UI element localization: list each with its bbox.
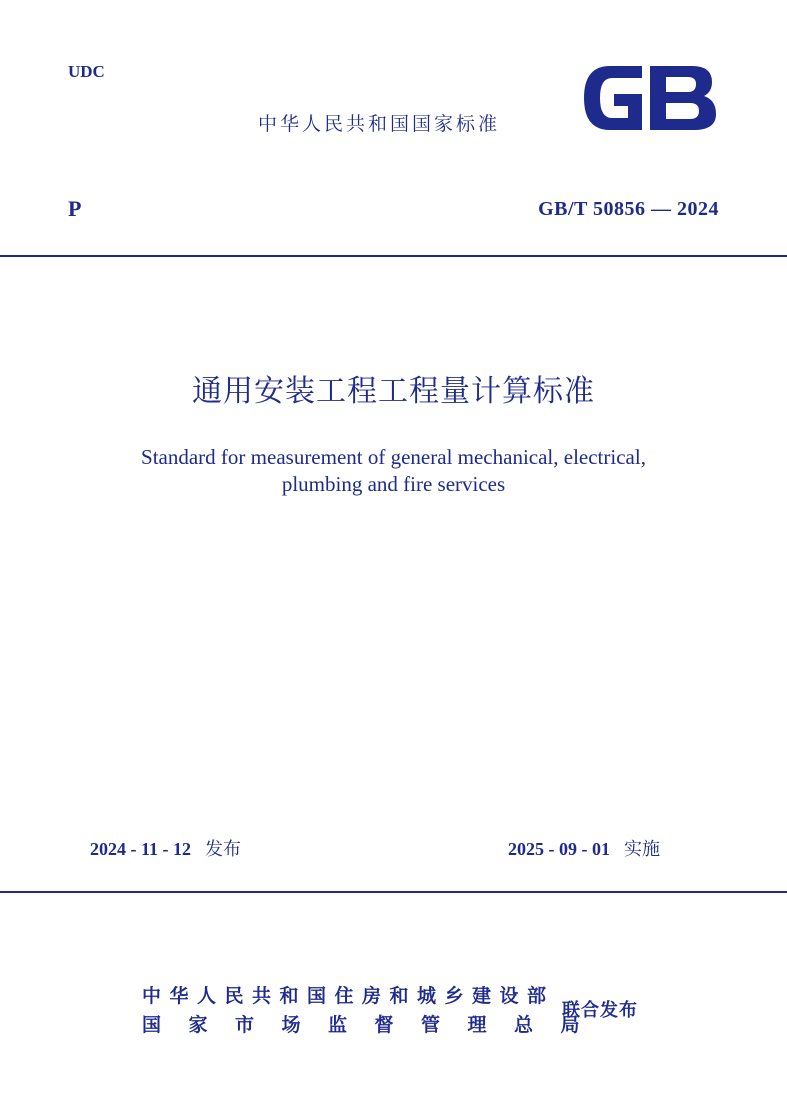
publisher-samr: 国家市场监督管理总局 bbox=[142, 1014, 608, 1036]
joint-release-label: 联合发布 bbox=[562, 1000, 638, 1021]
implementation-date-value: 2025 - 09 - 01 bbox=[508, 839, 610, 859]
implementation-date-suffix: 实施 bbox=[624, 839, 660, 860]
national-standard-heading: 中华人民共和国国家标准 bbox=[258, 113, 501, 135]
issue-date bbox=[90, 835, 241, 861]
gb-logo bbox=[580, 62, 720, 134]
title-english bbox=[0, 444, 787, 498]
classification-code: P bbox=[68, 196, 82, 221]
title-english-line2: plumbing and fire services bbox=[281, 472, 506, 496]
title-chinese: 通用安装工程工程量计算标准 bbox=[192, 374, 595, 409]
gb-logo-graphic bbox=[580, 62, 720, 134]
publisher-ministry: 中华人民共和国住房和城乡建设部 bbox=[142, 985, 555, 1007]
issue-date-value: 2024 - 11 - 12 bbox=[90, 839, 191, 859]
implementation-date bbox=[508, 835, 660, 861]
udc-label: UDC bbox=[68, 62, 105, 81]
standard-number: GB/T 50856 — 2024 bbox=[538, 198, 719, 220]
footer-divider bbox=[0, 891, 787, 893]
title-english-line1: Standard for measurement of general mechanical, electrical, bbox=[141, 445, 646, 469]
issue-date-suffix: 发布 bbox=[205, 839, 241, 860]
header-divider bbox=[0, 255, 787, 257]
